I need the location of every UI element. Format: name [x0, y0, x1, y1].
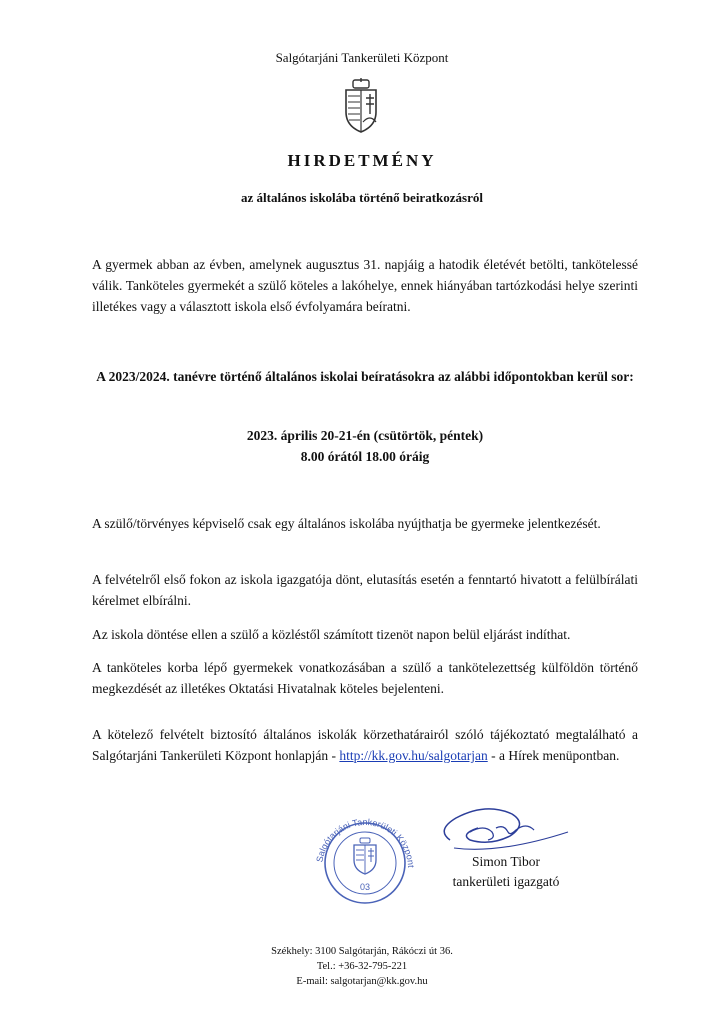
stamp-crest-icon — [354, 838, 376, 874]
paragraph-admission-decision: A felvételről első fokon az iskola igazgatója dönt, elutasítás esetén a fenntartó hivatott a felülbírálati kérelmet elbírálni. — [92, 572, 638, 608]
paragraph-school-age: A gyermek abban az évben, amelynek augusztus 31. napjáig a hatodik életévét betölti, tankötelessé válik. Tanköteles gyermekét a szülő köteles a lakóhelye, ennek hiányában tartózkodási helye szerinti illetékes vagy a választott iskola első évfolyamára beíratni. — [92, 257, 638, 314]
document-subtitle: az általános iskolába történő beiratkozásról — [241, 190, 483, 205]
paragraph-district-info — [92, 724, 638, 766]
footer-contact — [0, 944, 724, 989]
enrollment-dates — [92, 425, 638, 467]
signer-role: tankerületi igazgató — [452, 874, 560, 889]
signer-block — [436, 852, 576, 892]
footer-phone: Tel.: +36-32-795-221 — [316, 961, 408, 972]
stamp-ring-text: Salgótarjáni Tankerületi Központ — [314, 816, 417, 868]
enrollment-date-line: 2023. április 20-21-én (csütörtök, péntek) — [246, 428, 484, 443]
enrollment-time-line: 8.00 órától 18.00 óráig — [300, 449, 430, 464]
official-stamp — [306, 808, 424, 904]
district-info-tail: - a Hírek menüpontban. — [487, 748, 620, 763]
paragraph-appeal: Az iskola döntése ellen a szülő a közléstől számított tizenöt napon belül eljárást indíthat. — [92, 627, 571, 642]
coat-of-arms-icon — [342, 78, 380, 134]
stamp-number: 03 — [359, 882, 371, 892]
district-info-text: A kötelező felvételt biztosító általános iskolák körzethatárairól szóló tájékoztató megtalálható a Salgótarjáni Tankerületi Központ honlapján - — [92, 727, 638, 763]
paragraph-single-application: A szülő/törvényes képviselő csak egy általános iskolába nyújthatja be gyermeke jelentkezését. — [92, 516, 601, 531]
document-title: HIRDETMÉNY — [287, 151, 437, 170]
footer-email: E-mail: salgotarjan@kk.gov.hu — [296, 976, 428, 987]
paragraph-abroad-notice: A tanköteles korba lépő gyermekek vonatkozásában a szülő a tankötelezettség külföldön történő megkezdését az illetékes Oktatási Hivatalnak köteles bejelenteni. — [92, 660, 638, 696]
footer-address: Székhely: 3100 Salgótarján, Rákóczi út 36. — [271, 946, 453, 957]
enrollment-announcement: A 2023/2024. tanévre történő általános iskolai beíratásokra az alábbi időpontokban kerül sor: — [96, 369, 634, 384]
signer-name: Simon Tibor — [472, 854, 540, 869]
district-info-link[interactable]: http://kk.gov.hu/salgotarjan — [339, 748, 488, 763]
organization-name: Salgótarjáni Tankerületi Központ — [275, 50, 449, 65]
